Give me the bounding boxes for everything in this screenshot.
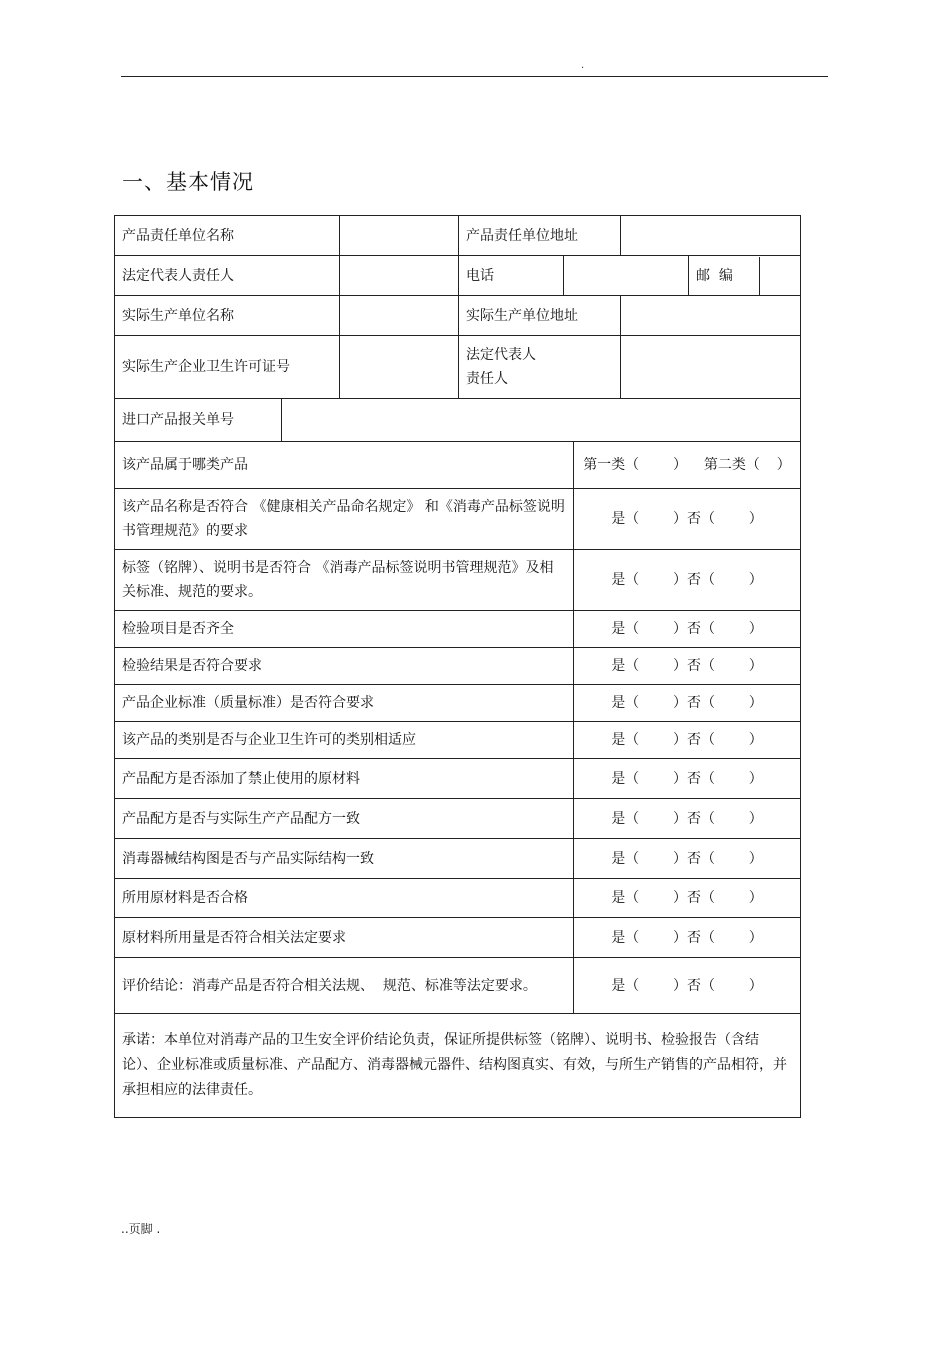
question-row: 所用原材料是否合格: [115, 879, 574, 918]
question-row: 产品配方是否添加了禁止使用的原材料: [115, 759, 574, 799]
category-answer[interactable]: 第一类（ ） 第二类（ ）: [574, 442, 801, 489]
zip-label: 邮 编: [689, 257, 760, 295]
license-label: 实际生产企业卫生许可证号: [115, 336, 340, 399]
yes-no-choice[interactable]: 是（ ）否（ ）: [574, 799, 801, 839]
basic-info-form: [114, 215, 800, 1118]
yes-no-choice[interactable]: 是（ ）否（ ）: [574, 958, 801, 1014]
question-row: 产品配方是否与实际生产产品配方一致: [115, 799, 574, 839]
question-row: 消毒器械结构图是否与产品实际结构一致: [115, 839, 574, 879]
commitment-text: 承诺：本单位对消毒产品的卫生安全评价结论负责，保证所提供标签（铭牌）、说明书、检验报告（含结论）、企业标准或质量标准、产品配方、消毒器械元器件、结构图真实、有效，与所生产销售的产品相符，并承担相应的法律责任。: [115, 1014, 801, 1118]
unit-addr-field[interactable]: [621, 216, 801, 256]
phone-field[interactable]: [564, 256, 689, 296]
section-title: 一、基本情况: [122, 170, 254, 194]
legal-rep-field[interactable]: [340, 256, 459, 296]
yes-no-choice[interactable]: 是（ ）否（ ）: [574, 839, 801, 879]
yes-no-choice[interactable]: 是（ ）否（ ）: [574, 648, 801, 685]
yes-no-choice[interactable]: 是（ ）否（ ）: [574, 685, 801, 722]
license-field[interactable]: [340, 336, 459, 399]
unit-name-label: 产品责任单位名称: [115, 216, 340, 256]
zip-cell: [689, 256, 801, 296]
header-rule: [121, 76, 828, 77]
question-row: 原材料所用量是否符合相关法定要求: [115, 918, 574, 958]
yes-no-choice[interactable]: 是（ ）否（ ）: [574, 611, 801, 648]
mfr-addr-label: 实际生产单位地址: [459, 296, 621, 336]
question-row: 产品企业标准（质量标准）是否符合要求: [115, 685, 574, 722]
unit-name-field[interactable]: [340, 216, 459, 256]
question-row: 检验结果是否符合要求: [115, 648, 574, 685]
yes-no-choice[interactable]: 是（ ）否（ ）: [574, 759, 801, 799]
category-label: 该产品属于哪类产品: [115, 442, 574, 489]
unit-addr-label: 产品责任单位地址: [459, 216, 621, 256]
zip-field[interactable]: [760, 257, 800, 295]
mfr-name-field[interactable]: [340, 296, 459, 336]
yes-no-choice[interactable]: 是（ ）否（ ）: [574, 722, 801, 759]
question-row: 该产品的类别是否与企业卫生许可的类别相适应: [115, 722, 574, 759]
yes-no-choice[interactable]: 是（ ）否（ ）: [574, 550, 801, 611]
mfr-legal-rep-field[interactable]: [621, 336, 801, 399]
header-mark: .: [581, 60, 585, 71]
yes-no-choice[interactable]: 是（ ）否（ ）: [574, 918, 801, 958]
conclusion-row: 评价结论：消毒产品是否符合相关法规、 规范、标准等法定要求。: [115, 958, 574, 1014]
import-field[interactable]: [282, 399, 801, 442]
mfr-addr-field[interactable]: [621, 296, 801, 336]
question-row: 检验项目是否齐全: [115, 611, 574, 648]
yes-no-choice[interactable]: 是（ ）否（ ）: [574, 879, 801, 918]
phone-label: 电话: [459, 256, 564, 296]
yes-no-choice[interactable]: 是（ ）否（ ）: [574, 489, 801, 550]
mfr-legal-rep-label: 法定代表人 责任人: [459, 336, 621, 399]
mfr-name-label: 实际生产单位名称: [115, 296, 340, 336]
page-footer: ..页脚 .: [121, 1222, 161, 1236]
question-row: 该产品名称是否符合 《健康相关产品命名规定》 和《消毒产品标签说明书管理规范》的要求: [115, 489, 574, 550]
question-row: 标签（铭牌）、说明书是否符合 《消毒产品标签说明书管理规范》及相关标准、规范的要求。: [115, 550, 574, 611]
import-label: 进口产品报关单号: [115, 399, 282, 442]
legal-rep-label: 法定代表人责任人: [115, 256, 340, 296]
